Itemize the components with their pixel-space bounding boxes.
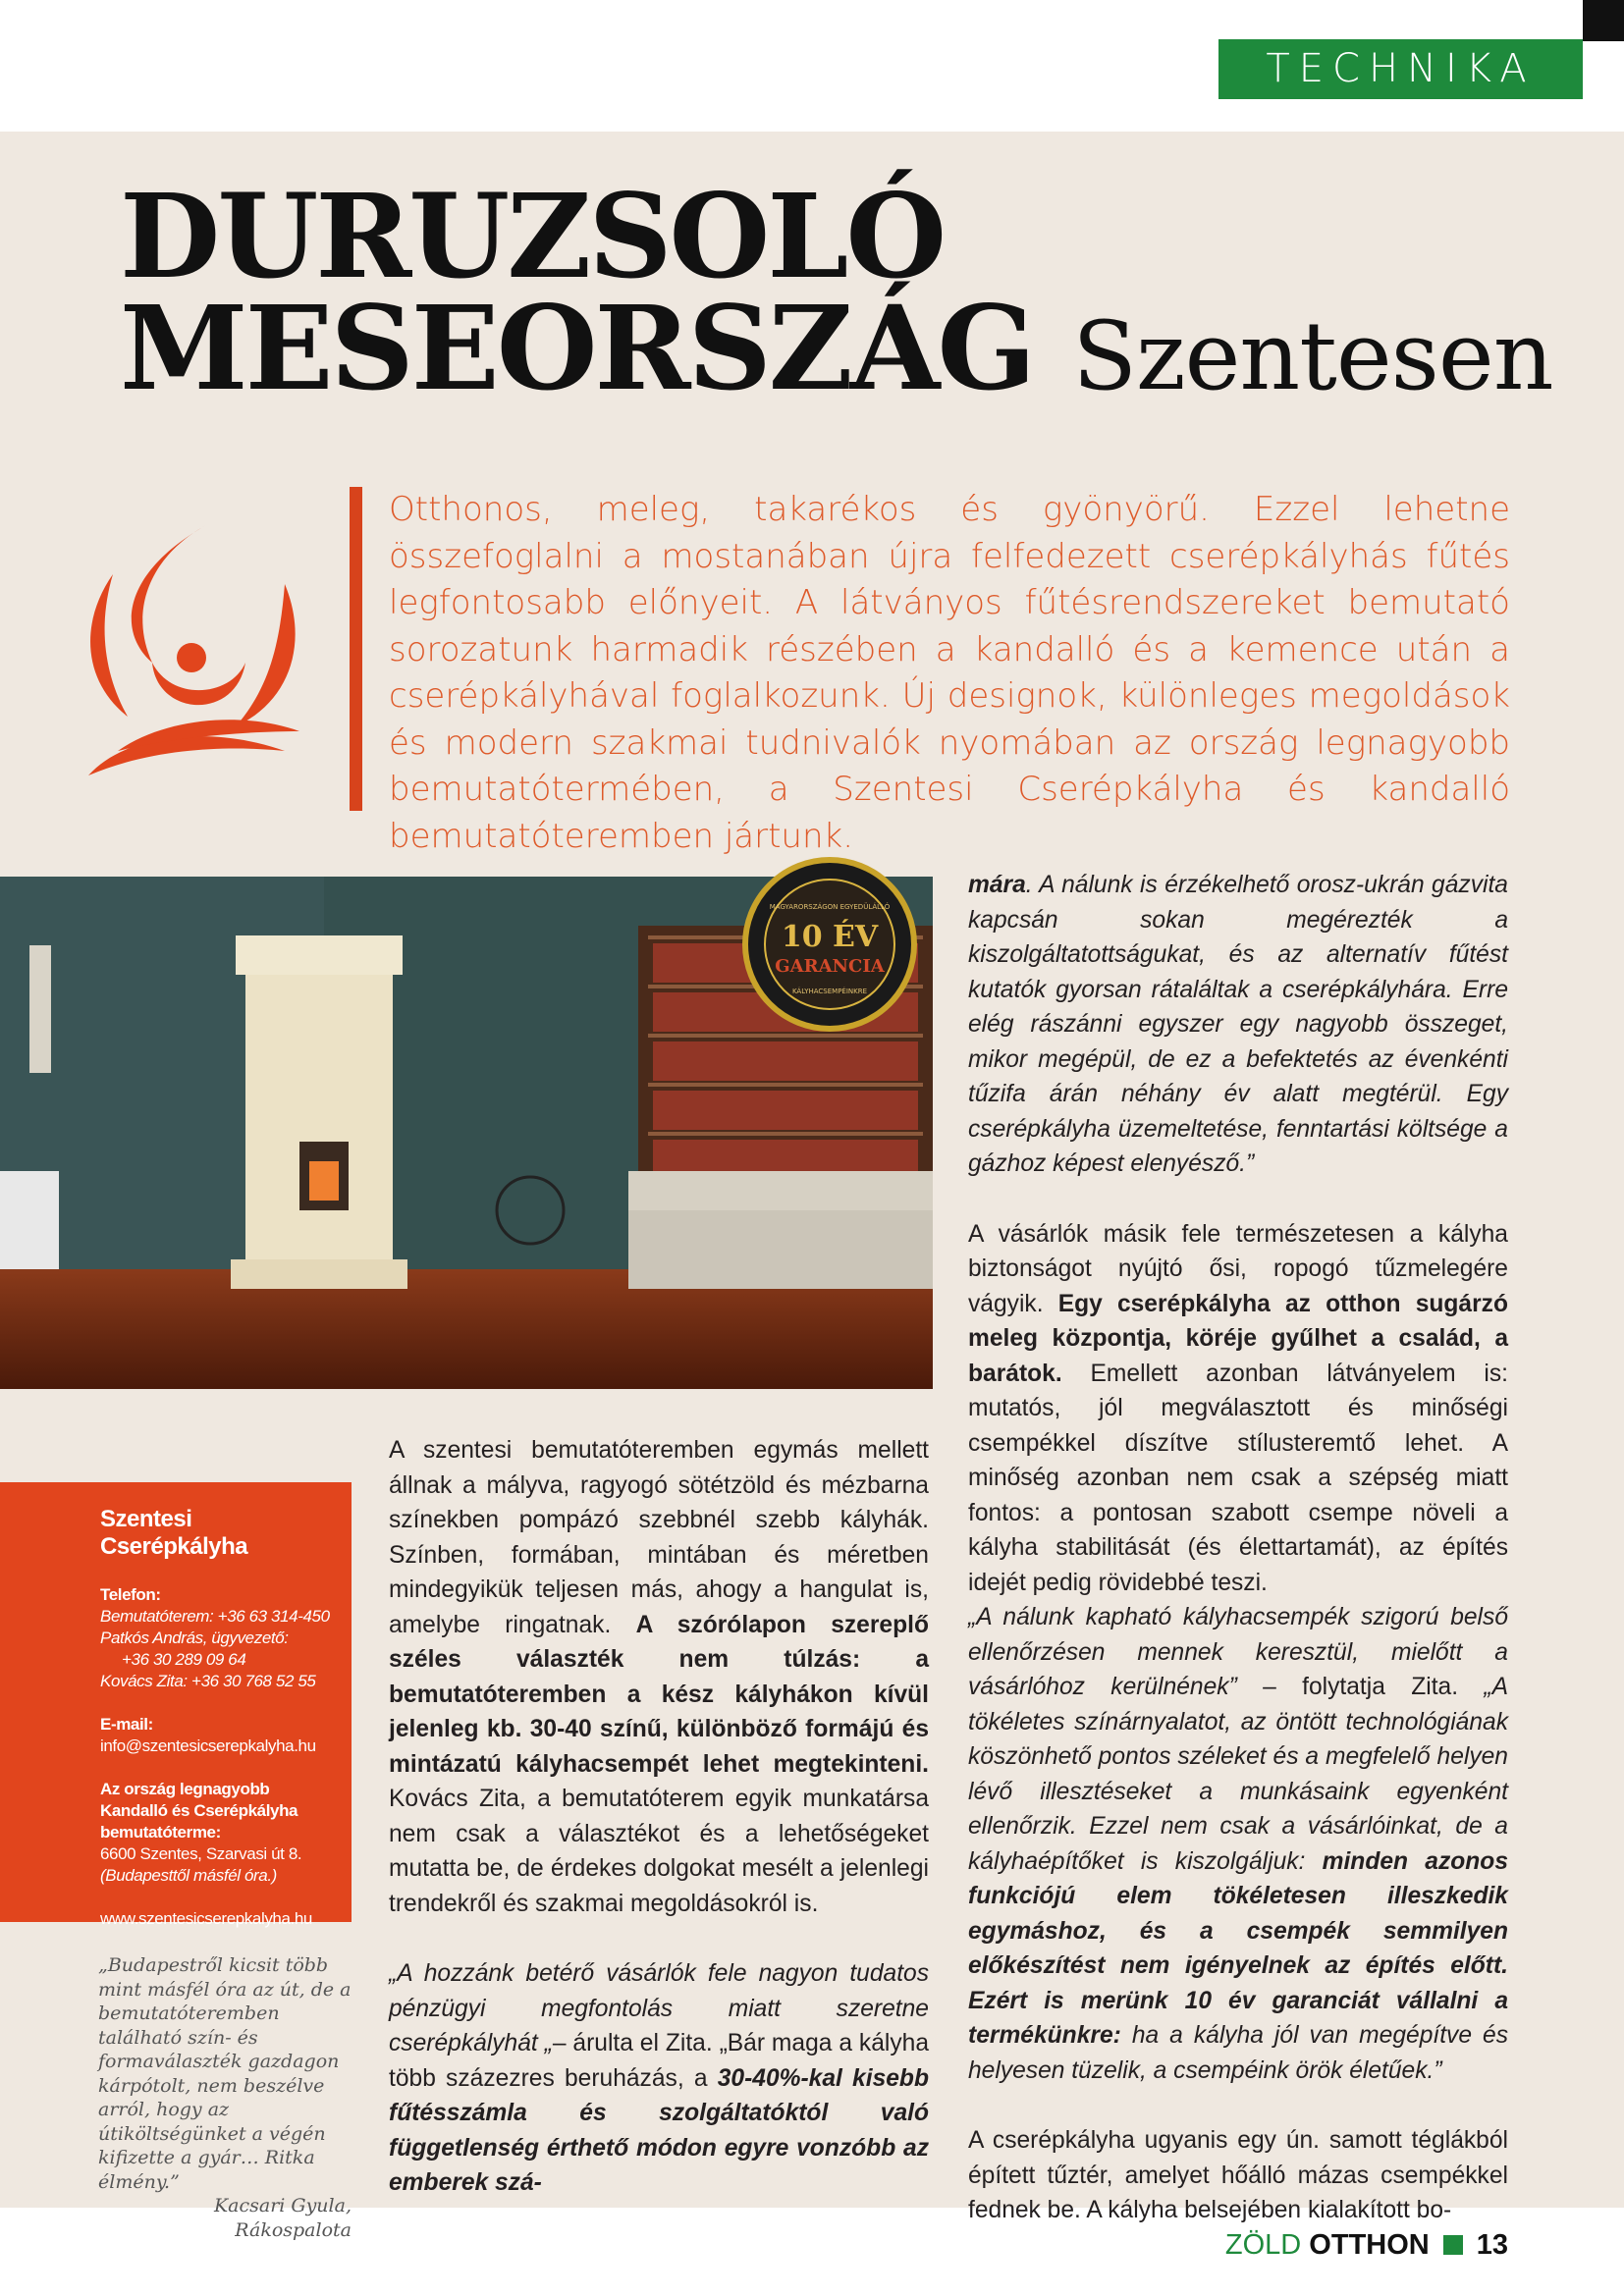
email-label: E-mail: [100, 1715, 153, 1734]
right-paragraph-4: A cserépkályha ugyanis egy ún. samott téglákból épített tűztér, amelyet hőálló mázas csempékkel fednek be. A kályha belsejében kialakított bo- [968, 2127, 1508, 2223]
phone-label: Telefon: [100, 1585, 161, 1604]
right-paragraph-2: A vásárlók másik fele természetesen a kályha biztonságot nyújtó ősi, ropogó tűzmelegére vágyik. Egy cserépkályha az otthon sugárzó meleg központja, köréje gyűlhet a család, a barátok. Emellett azonban látványelem is: mutatós, jól megválasztott és minőségi csempékkel díszítve stílusteremtő lehet. A minőség azonban nem csak a szépség miatt fontos: a pontosan szabott csempe növeli a kályha stabilitását (és élettartamát), az építés idejét pedig rövidebbé teszi. [968, 1220, 1508, 1596]
phone-line-1: Bemutatóterem: +36 63 314-450 [100, 1607, 330, 1626]
title-line-2-main: MESEORSZÁG [120, 280, 1034, 416]
section-tag: TECHNIKA [1218, 39, 1583, 99]
phone-line-3: +36 30 289 09 64 [122, 1650, 246, 1669]
corner-mark [1583, 0, 1624, 41]
right-paragraph-1: mára. A nálunk is érzékelhető orosz-ukrán gázvita kapcsán sokan megérezték a kiszolgáltatottságukat, és az alternatív fűtést kutatók gyorsan rátaláltak a cserépkályhára. Erre elég rászánni egyszer egy nagyobb összeget, mikor megépül, de ez a befektetés az évenkénti tűzifa árán néhány év alatt megtérül. Egy cserépkályha üzemeltetése, fenntartási költsége a gázhoz képest elenyésző.” [968, 872, 1508, 1177]
quote-text: „Budapestről kicsit több mint másfél óra az út, de a bemutatóteremben található szín- és formaválaszték gazdagon kárpótolt, nem beszélve arról, hogy az útiköltségünket a végén kifizette a gyár… Ritka élmény.” [98, 1954, 352, 2193]
guarantee-badge [741, 856, 918, 1033]
phone-line-2: Patkós András, ügyvezető: [100, 1629, 289, 1647]
contact-infobox [0, 1482, 352, 1928]
badge-mid-text: GARANCIA [775, 956, 885, 977]
badge-top-text: MAGYARORSZÁGON EGYEDÜLÁLLÓ [769, 903, 891, 911]
email-link[interactable]: info@szentesicserepkalyha.hu [100, 1736, 316, 1755]
showroom-label-2: Kandalló és Cserépkályha [100, 1801, 298, 1820]
footer-brand-2: OTTHON [1309, 2229, 1430, 2261]
badge-big-text: 10 ÉV [781, 920, 879, 954]
web-link[interactable]: www.szentesicserepkalyha.hu [100, 1909, 312, 1928]
customer-quote [98, 1953, 352, 2242]
phone-line-4: Kovács Zita: +36 30 768 52 55 [100, 1672, 316, 1690]
address-note: (Budapesttől másfél óra.) [100, 1866, 277, 1885]
middle-column [389, 1433, 929, 2201]
footer-square-icon [1443, 2235, 1463, 2255]
showroom-label-1: Az ország legnagyobb [100, 1780, 270, 1798]
article-title [120, 168, 1553, 416]
showroom-label-3: bemutatóterme: [100, 1823, 221, 1842]
middle-paragraph-2: „A hozzánk betérő vásárlók fele nagyon tudatos pénzügyi megfontolás miatt szeretne cserépkályhát „– árulta el Zita. „Bár maga a kályha több százezres beruházás, a 30-40%-kal kisebb fűtésszámla és szolgáltatóktól való függetlenség érthető módon egyre vonzóbb az emberek szá- [389, 1960, 929, 2196]
infobox-company: Szentesi Cserépkályha [100, 1506, 248, 1560]
footer-brand-1: ZÖLD [1224, 2229, 1302, 2261]
quote-author: Kacsari Gyula, [213, 2195, 352, 2216]
address: 6600 Szentes, Szarvasi út 8. [100, 1844, 302, 1863]
right-column [968, 868, 1508, 2228]
lead-paragraph: Otthonos, meleg, takarékos és gyönyörű. Ezzel lehetne összefoglalni a mostanában újra felfedezett cserépkályhás fűtés legfontosabb előnyeit. A látványos fűtésrendszereket bemutató sorozatunk harmadik részében a kandalló és a kemence után a cserépkályhával foglalkozunk. Új designok, különleges megoldások és modern szakmai tudnivalók nyomában az ország legnagyobb bemutatótermében, a Szentesi Cserépkályha és kandalló bemutatóteremben jártunk. [389, 490, 1510, 856]
middle-paragraph-1: A szentesi bemutatóteremben egymás mellett állnak a mályva, ragyogó sötétzöld és mézbarna színekben pompázó szebbnél szebb kályhák. Színben, formában, mintában és méretben mindegyikük teljesen más, ahogy a hangulat is, amelybe ringatnak. A szórólapon szereplő széles választék nem túlzás: a bemutatóteremben a kész kályhákon kívül jelenleg kb. 30-40 színű, különböző formájú és mintázatú kályhacsempét lehet megtekinteni. Kovács Zita, a bemutatóterem egyik munkatársa nem csak a választékot és a lehetőségeket mutatta be, de érdekes dolgokat mesélt a jelenlegi trendekről és szakmai megoldásokról is. [389, 1437, 929, 1917]
right-paragraph-3: „A nálunk kapható kályhacsempék szigorú belső ellenőrzésen mennek keresztül, mielőtt a vásárlóhoz kerülnének” – folytatja Zita. „A tökéletes színárnyalatot, az öntött technológiának köszönhető pontos széleket és a megfelelő helyen lévő illesztéseket a munkásaink egyenként ellenőrzik. Ezzel nem csak a vásárlóinkat, de a kályhaépítőket is kiszolgáljuk: minden azonos funkciójú elem tökéletesen illeszkedik egymáshoz, és a csempék semmilyen előkészítést nem igényelnek az építés előtt. Ezért is merünk 10 év garanciát vállalni a termékünkre: ha a kályha jól van megépítve és helyesen tüzelik, a csempéink örök életűek.” [968, 1604, 1508, 2084]
badge-bottom-text: KÁLYHACSEMPÉINKRE [791, 988, 868, 995]
title-subtitle: Szentesen [1072, 301, 1553, 411]
title-line-1: DURUZSOLÓ [120, 168, 945, 304]
page-footer [1225, 2229, 1508, 2262]
quote-place: Rákospalota [235, 2218, 352, 2241]
page-number: 13 [1476, 2229, 1508, 2261]
flame-logo-icon [59, 515, 314, 780]
lead-accent-bar [350, 487, 362, 811]
title-line-2 [120, 280, 1553, 416]
